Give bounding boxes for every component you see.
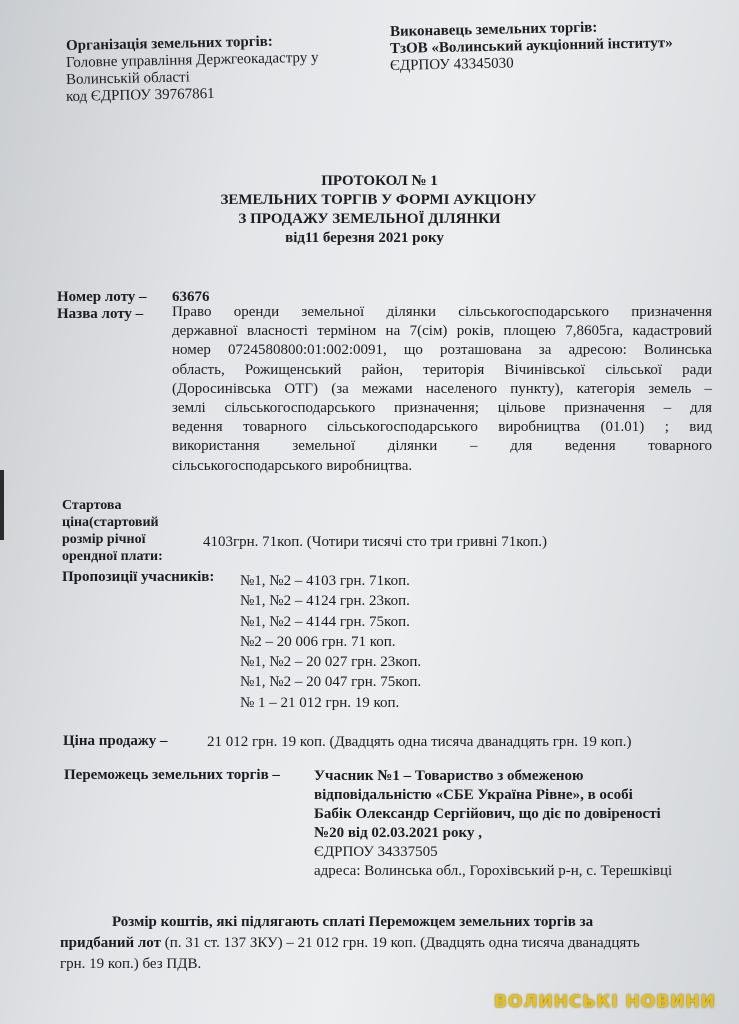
payment-line: Розмір коштів, які підлягають сплаті Переможцем земельних торгів за bbox=[112, 914, 594, 930]
lot-description-line: державної власності терміном на 7(сім) років, площею 7,8605га, кадастровий bbox=[172, 323, 712, 340]
winner-line: відповідальністю «СБЕ Україна Рівне», в особі bbox=[314, 787, 633, 803]
lot-description-line: область, Рожищенський район, територія Вічинівської сільської ради bbox=[172, 361, 712, 378]
lot-description bbox=[172, 303, 712, 476]
winner-line: Учасник №1 – Товариство з обмеженою bbox=[314, 768, 584, 784]
payment-line bbox=[60, 933, 682, 954]
organizer-line: Волинській області bbox=[65, 69, 191, 88]
organizer-code: код ЄДРПОУ 39767861 bbox=[65, 85, 215, 105]
executor-block bbox=[389, 19, 673, 75]
offers-label: Пропозиції учасників: bbox=[62, 569, 215, 585]
organizer-block bbox=[65, 33, 319, 106]
winner-block bbox=[314, 767, 672, 881]
offer-item: №1, №2 – 20 047 грн. 75коп. bbox=[240, 674, 422, 691]
payment-line: грн. 19 коп.) без ПДВ. bbox=[60, 956, 202, 972]
offer-item: №1, №2 – 4103 грн. 71коп. bbox=[240, 573, 410, 589]
sale-price-label: Ціна продажу – bbox=[63, 733, 168, 749]
title-line: З ПРОДАЖУ ЗЕМЕЛЬНОЇ ДІЛЯНКИ bbox=[238, 211, 501, 227]
start-price-value: 4103грн. 71коп. (Чотири тисячі сто три гривні 71коп.) bbox=[203, 534, 548, 550]
executor-name: ТзОВ «Волинський аукціонний інститут» bbox=[389, 35, 673, 57]
lot-name-label: Назва лоту – bbox=[57, 306, 144, 322]
start-price-label bbox=[62, 497, 163, 565]
protocol-title bbox=[0, 172, 739, 248]
lot-description-line: сільськогосподарського виробництва. bbox=[172, 457, 413, 474]
watermark-logo: ВОЛИНСЬКІ НОВИНИ bbox=[494, 992, 716, 1012]
lot-number: 63676 bbox=[172, 289, 210, 305]
page-edge-shadow bbox=[0, 470, 4, 540]
payment-amount: (п. 31 ст. 137 ЗКУ) – 21 012 грн. 19 коп. (Двадцять одна тисяча дванадцять bbox=[160, 935, 640, 951]
lot-description-line: (Доросинівська ОТГ) (за межами населеного пункту), категорія земель – bbox=[172, 380, 712, 397]
lot-description-line: використання земельної ділянки – для ведення товарного bbox=[172, 438, 712, 455]
start-price-label-line: Стартова bbox=[62, 498, 122, 513]
winner-label: Переможець земельних торгів – bbox=[64, 767, 280, 783]
offer-item: № 1 – 21 012 грн. 19 коп. bbox=[240, 694, 400, 711]
offer-item: №1, №2 – 20 027 грн. 23коп. bbox=[240, 654, 422, 671]
offer-item: №2 – 20 006 грн. 71 коп. bbox=[240, 633, 396, 650]
start-price-label-line: ціна(стартовий bbox=[62, 515, 159, 530]
start-price-label-line: розмір річної bbox=[62, 532, 146, 547]
lot-description-line: номер 0724580800:01:002:0091, що розташована за адресою: Волинська bbox=[172, 342, 712, 359]
winner-line: №20 від 02.03.2021 року , bbox=[314, 825, 482, 841]
title-line: ПРОТОКОЛ № 1 bbox=[321, 173, 438, 189]
start-price-label-line: орендної плати: bbox=[62, 549, 163, 564]
offers-list bbox=[240, 571, 421, 713]
title-line: ЗЕМЕЛЬНИХ ТОРГІВ У ФОРМІ АУКЦІОНУ bbox=[220, 192, 537, 208]
lot-number-label: Номер лоту – bbox=[57, 289, 147, 305]
payment-lot-label: придбаний лот bbox=[60, 935, 161, 951]
sale-price-value: 21 012 грн. 19 коп. (Двадцять одна тисяча дванадцять грн. 19 коп.) bbox=[207, 734, 632, 750]
winner-code: ЄДРПОУ 34337505 bbox=[314, 844, 438, 860]
executor-code: ЄДРПОУ 43345030 bbox=[389, 55, 514, 74]
executor-label: Виконавець земельних торгів: bbox=[389, 19, 598, 40]
lot-description-line: ведення товарного сільськогосподарського виробництва (01.01) ; вид bbox=[172, 419, 712, 436]
payment-note bbox=[60, 912, 682, 975]
organizer-label: Організація земельних торгів: bbox=[65, 33, 273, 54]
offer-item: №1, №2 – 4144 грн. 75коп. bbox=[240, 613, 410, 630]
winner-line: Бабік Олександр Сергійович, що діє по довіреності bbox=[314, 806, 661, 822]
organizer-line: Головне управління Держгеокадастру у bbox=[65, 49, 319, 71]
winner-address: адреса: Волинська обл., Горохівський р-н, с. Терешківці bbox=[314, 863, 673, 879]
title-date: від11 березня 2021 року bbox=[285, 230, 444, 246]
lot-description-line: Право оренди земельної ділянки сільськогосподарського призначення bbox=[172, 304, 712, 320]
offer-item: №1, №2 – 4124 грн. 23коп. bbox=[240, 593, 410, 610]
lot-description-line: землі сільськогосподарського призначення; цільове призначення – для bbox=[172, 400, 712, 417]
